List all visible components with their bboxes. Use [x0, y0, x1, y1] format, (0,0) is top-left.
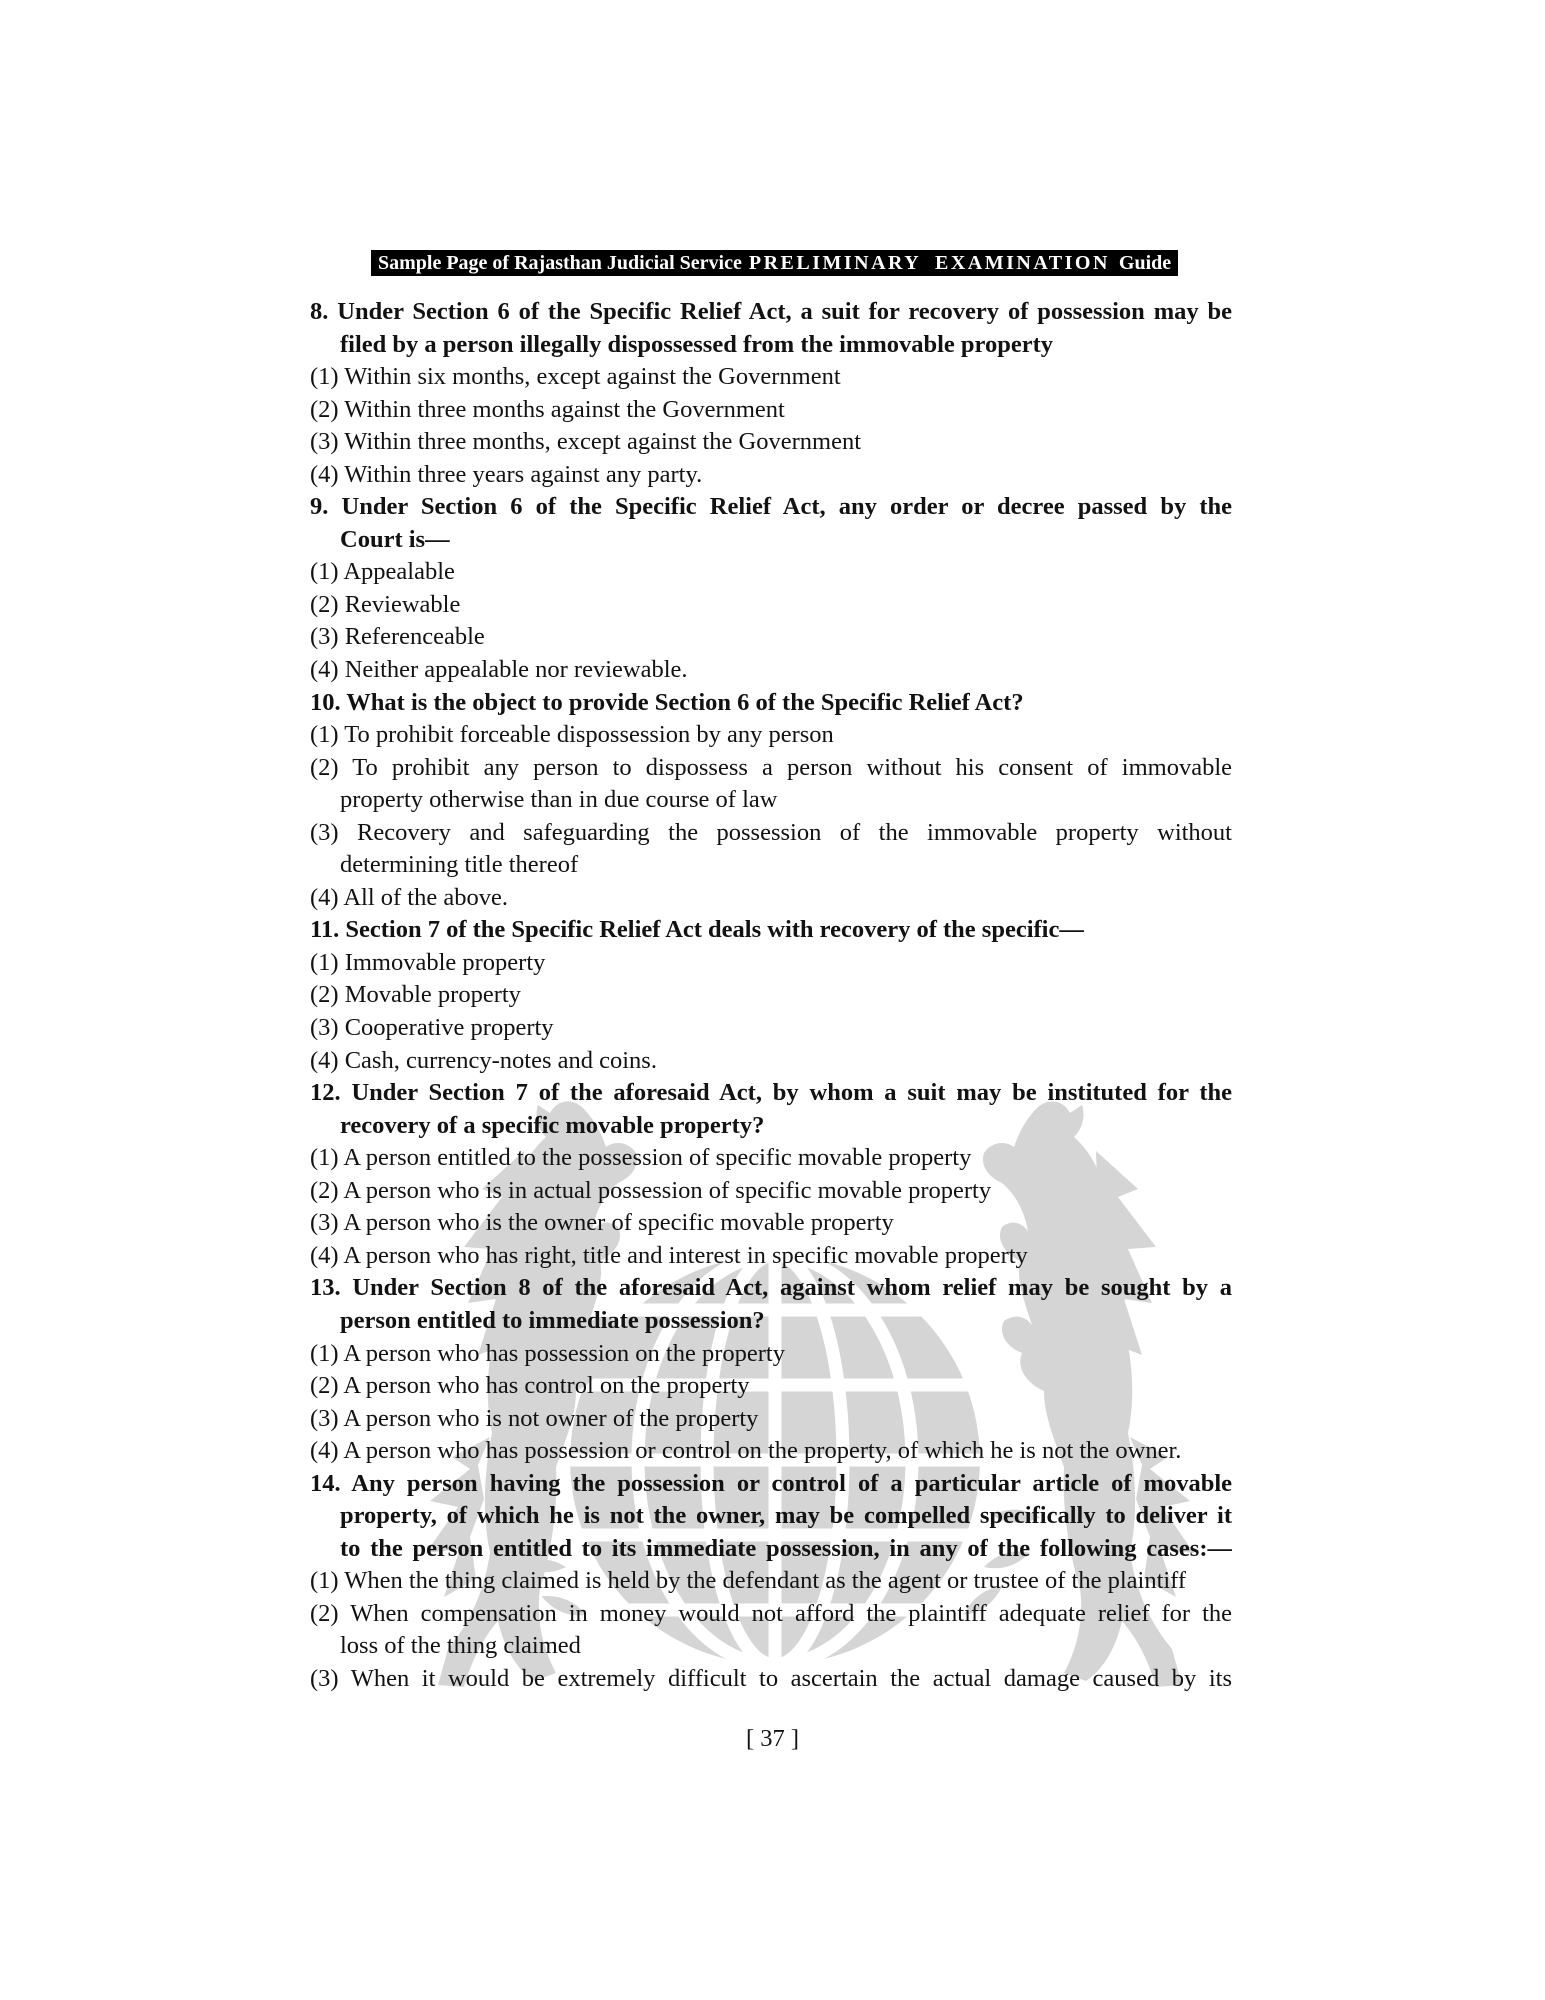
question-line: Court is—	[340, 525, 450, 553]
question-line: recovery of a specific movable property?	[340, 1111, 765, 1139]
option-line: (4) A person who has possession or control on the property, of which he is not the owner.	[310, 1437, 1182, 1465]
question-line: 12. Under Section 7 of the aforesaid Act, by whom a suit may be instituted for the	[310, 1079, 1232, 1107]
option-line: (4) Cash, currency-notes and coins.	[310, 1046, 657, 1074]
option-line: property otherwise than in due course of law	[340, 786, 778, 814]
header-title-spaced: PRELIMINARY EXAMINATION	[748, 252, 1110, 274]
option-line: (3) When it would be extremely difficult to ascertain the actual damage caused by its	[310, 1664, 1232, 1692]
question-line: to the person entitled to its immediate possession, in any of the following cases:—	[340, 1534, 1232, 1562]
option-line: (2) To prohibit any person to dispossess a person without his consent of immovable	[310, 753, 1232, 781]
option-line: (3) Within three months, except against the Government	[310, 428, 862, 456]
question-line: 10. What is the object to provide Section 6 of the Specific Relief Act?	[310, 688, 1024, 716]
option-line: (1) A person entitled to the possession of specific movable property	[310, 1144, 972, 1172]
option-line: (4) Within three years against any party.	[310, 460, 703, 488]
option-line: (4) All of the above.	[310, 883, 508, 911]
question-line: 11. Section 7 of the Specific Relief Act deals with recovery of the specific—	[310, 916, 1084, 944]
option-line: (3) A person who is not owner of the property	[310, 1404, 759, 1432]
header-title-guide: Guide	[1118, 252, 1172, 274]
option-line: (2) Movable property	[310, 981, 521, 1009]
page-header-strip	[371, 250, 1178, 276]
option-line: (1) When the thing claimed is held by the defendant as the agent or trustee of the plaintiff	[310, 1567, 1187, 1595]
page-number: [ 37 ]	[745, 1725, 800, 1752]
question-9	[310, 491, 1232, 686]
questions-block	[310, 296, 1232, 1696]
option-line: (2) A person who is in actual possession of specific movable property	[310, 1176, 992, 1204]
option-line: (1) Within six months, except against the Government	[310, 363, 841, 391]
option-line: (3) Referenceable	[310, 623, 485, 651]
question-10	[310, 687, 1232, 915]
question-line: property, of which he is not the owner, may be compelled specifically to deliver it	[340, 1502, 1232, 1530]
option-line: (4) A person who has right, title and interest in specific movable property	[310, 1241, 1028, 1269]
option-line: (3) Recovery and safeguarding the possession of the immovable property without	[310, 818, 1232, 846]
question-line: filed by a person illegally dispossessed from the immovable property	[340, 330, 1054, 358]
option-line: loss of the thing claimed	[340, 1632, 581, 1660]
question-8	[310, 296, 1232, 491]
option-line: (3) A person who is the owner of specific movable property	[310, 1209, 894, 1237]
option-line: (1) A person who has possession on the property	[310, 1339, 785, 1367]
question-line: 8. Under Section 6 of the Specific Relief Act, a suit for recovery of possession may be	[310, 298, 1232, 325]
question-14	[310, 1468, 1232, 1696]
option-line: (4) Neither appealable nor reviewable.	[310, 656, 688, 684]
question-12	[310, 1077, 1232, 1272]
option-line: (2) Reviewable	[310, 590, 461, 618]
question-line: 9. Under Section 6 of the Specific Relief Act, any order or decree passed by the	[310, 493, 1232, 521]
question-line: 13. Under Section 8 of the aforesaid Act, against whom relief may be sought by a	[310, 1274, 1232, 1302]
option-line: (2) Within three months against the Government	[310, 395, 785, 423]
option-line: (3) Cooperative property	[310, 1014, 554, 1042]
question-13	[310, 1272, 1232, 1467]
option-line: (1) Immovable property	[310, 948, 546, 976]
question-line: 14. Any person having the possession or control of a particular article of movable	[310, 1469, 1232, 1497]
option-line: determining title thereof	[340, 851, 579, 879]
question-line: person entitled to immediate possession?	[340, 1306, 765, 1334]
header-title-left: Sample Page of Rajasthan Judicial Service	[378, 252, 742, 274]
question-11	[310, 914, 1232, 1077]
option-line: (1) To prohibit forceable dispossession by any person	[310, 721, 834, 749]
option-line: (1) Appealable	[310, 558, 455, 586]
option-line: (2) When compensation in money would not afford the plaintiff adequate relief for the	[310, 1599, 1232, 1627]
option-line: (2) A person who has control on the property	[310, 1372, 750, 1400]
